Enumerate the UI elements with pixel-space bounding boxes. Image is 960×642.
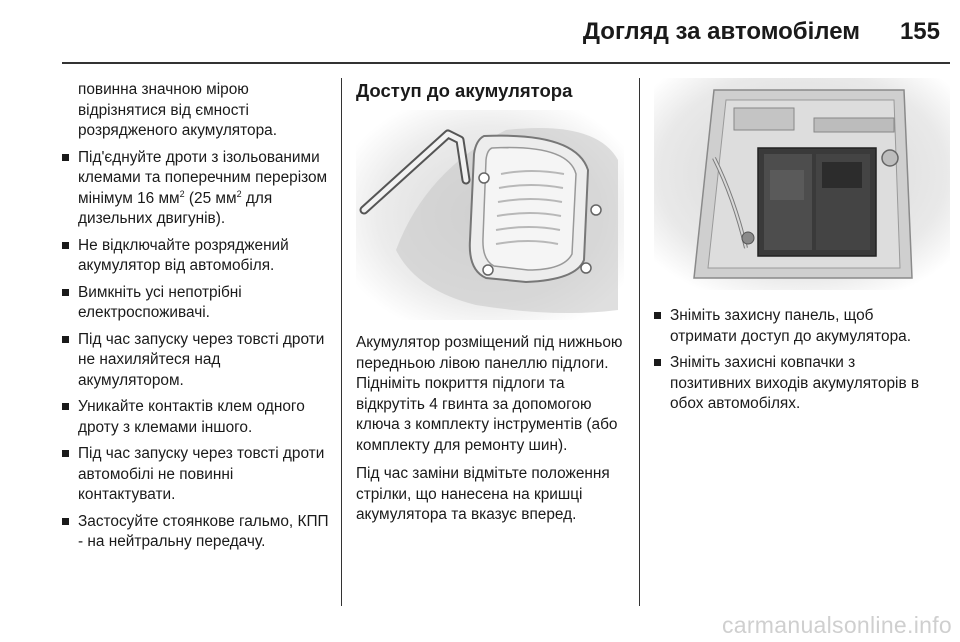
cable-spec-exp2: 2 xyxy=(236,188,242,199)
page-title: Догляд за автомобілем xyxy=(582,18,860,45)
floor-panel-illustration xyxy=(356,110,624,320)
list-item-text: Під час запуску через товсті дроти автомобілі не повинні контактувати. xyxy=(78,445,325,503)
cable-spec-part2: (25 мм xyxy=(184,189,237,207)
list-item-text: Не відключайте розряджений акумулятор від автомобіля. xyxy=(78,236,289,274)
cable-spec-exp1: 2 xyxy=(179,188,185,199)
paragraph-arrow-note: Під час заміни відмітьте положення стрілки, що нанесена на кришці акумулятора та вказує вперед. xyxy=(356,465,610,523)
steps-list xyxy=(62,148,330,553)
page-number: 155 xyxy=(899,18,940,45)
list-item-text: Під'єднуйте дроти з ізольованими клемами та поперечним перерізом мінімум xyxy=(78,148,328,207)
column-divider-right xyxy=(639,78,640,606)
list-item-text: Застосуйте стоянкове гальмо, КПП - на нейтральну передачу. xyxy=(78,512,329,550)
cable-spec-part1: 16 мм xyxy=(137,189,180,207)
list-item-text: Зніміть захисну панель, щоб отримати доступ до акумулятора. xyxy=(670,307,911,345)
column-battery-access xyxy=(356,80,628,112)
cable-spec-part3: для дизельних двигунів). xyxy=(78,189,273,227)
battery-access-text xyxy=(356,333,628,526)
list-item-text: Зніміть захисні ковпачки з позитивних виходів акумуляторів в обох автомобілях. xyxy=(670,354,920,412)
section-title: Доступ до акумулятора xyxy=(356,80,573,101)
list-item xyxy=(62,330,330,392)
list-item xyxy=(654,353,936,415)
paragraph-location: Акумулятор розміщений під нижньою передньою лівою панеллю підлоги. Підніміть покриття підлоги та відкрутіть 4 гвинта за допомогою ключа з комплекту інструментів (або комплекту для ремонту шин). xyxy=(356,334,623,454)
list-item xyxy=(62,397,330,438)
list-item xyxy=(62,148,330,230)
prep-list xyxy=(654,306,936,415)
list-item-text: Уникайте контактів клем одного дроту з клемами іншого. xyxy=(78,398,305,436)
list-item xyxy=(654,306,936,347)
list-item-text: Під час запуску через товсті дроти не нахиляйтеся над акумулятором. xyxy=(78,330,325,389)
list-item xyxy=(62,283,330,324)
watermark: carmanualsonline.info xyxy=(721,612,952,638)
list-item xyxy=(62,236,330,277)
list-item xyxy=(62,512,330,553)
column-jump-start-steps xyxy=(62,80,330,553)
battery-compartment-illustration xyxy=(654,78,950,290)
column-divider-left xyxy=(341,78,342,606)
column-battery-prep xyxy=(654,300,936,415)
list-item xyxy=(62,444,330,506)
list-item-text: Вимкніть усі непотрібні електроспоживачі. xyxy=(78,283,242,321)
header-divider xyxy=(62,62,950,64)
intro-text: повинна значною мірою відрізнятися від ємності розрядженого акумулятора. xyxy=(78,81,277,139)
